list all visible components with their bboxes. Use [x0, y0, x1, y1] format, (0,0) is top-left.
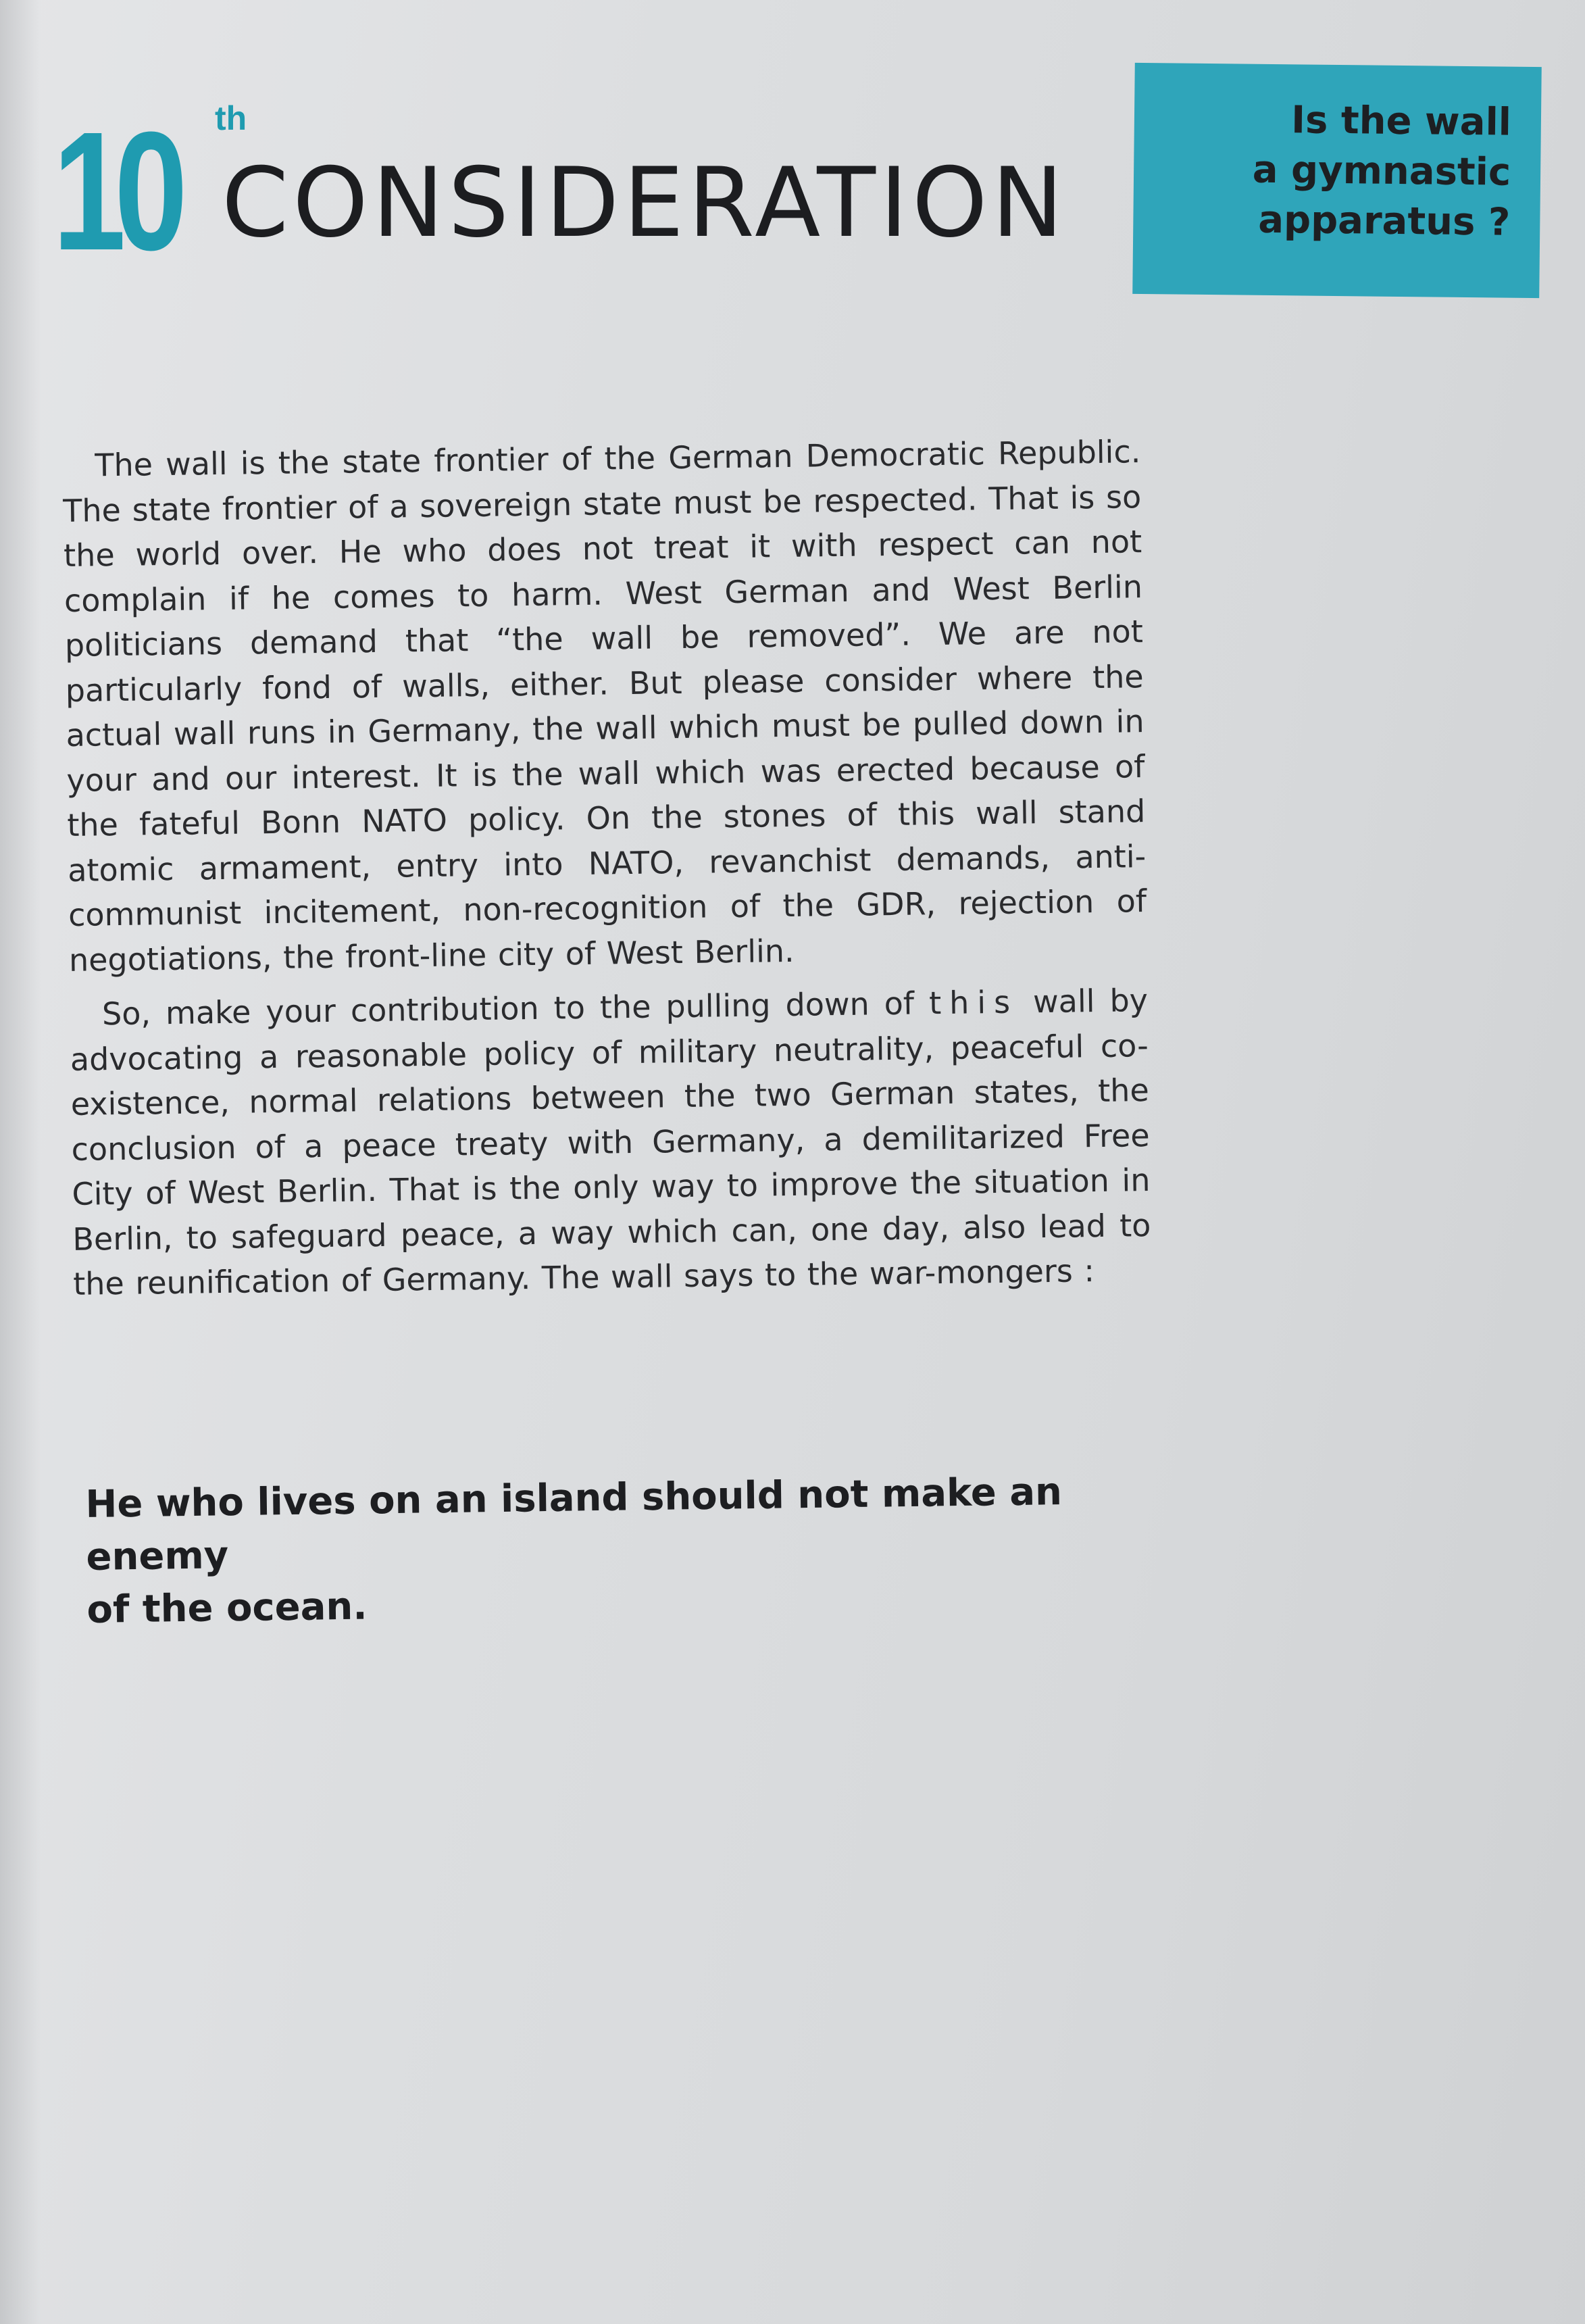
page-heading [53, 95, 1107, 285]
paragraph-1: The wall is the state frontier of the German Democratic Republic. The state frontier of a sovereign state must be respected. That is so the world over. He who does not treat it with respect can not complain if he comes to harm. West German and West Berlin politicians demand that “the wall be removed”. We are not particularly fond of walls, either. But please consider where the actual wall runs in Germany, the wall which must be pulled down in your and our interest. It is the wall which was erected because of the fateful Bonn NATO policy. On the stones of this wall stand atomic armament, entry into NATO, revanchist demands, anti-communist incitement, non-recognition of the GDR, rejection of negotiations, the front-line city of West Berlin. [62, 433, 1147, 979]
callout-line-2: a gymnastic [1252, 147, 1511, 195]
heading-word: CONSIDERATION [222, 147, 1067, 259]
callout-line-3: apparatus ? [1257, 197, 1511, 245]
page-edge-shadow [0, 0, 41, 2324]
paragraph-2-start: So, make your contribution to the pulling down of [101, 985, 930, 1033]
paragraph-2 [70, 978, 1152, 1306]
heading-number: 10 [53, 97, 176, 285]
motto-line-1: He who lives on an island should not make an enemy [85, 1470, 1063, 1579]
callout-line-1: Is the wall [1290, 98, 1512, 145]
body-text [62, 429, 1152, 1306]
question-callout-box [1132, 63, 1542, 298]
closing-motto [85, 1464, 1155, 1637]
paragraph-2-emphasis: this [928, 983, 1019, 1022]
heading-ordinal: th [215, 99, 247, 137]
paragraph-2-end: wall by advocating a reasonable policy of military neutrality, peaceful co-existence, normal relations between the two German states, the conclusion of a peace treaty with Germany, a demilitarized Free City of West Berlin. That is the only way to improve the situation in Berlin, to safeguard peace, a way which can, one day, also lead to the reunification of Germany. The wall says to the war-mongers : [70, 982, 1151, 1302]
motto-line-2: of the ocean. [86, 1584, 368, 1632]
